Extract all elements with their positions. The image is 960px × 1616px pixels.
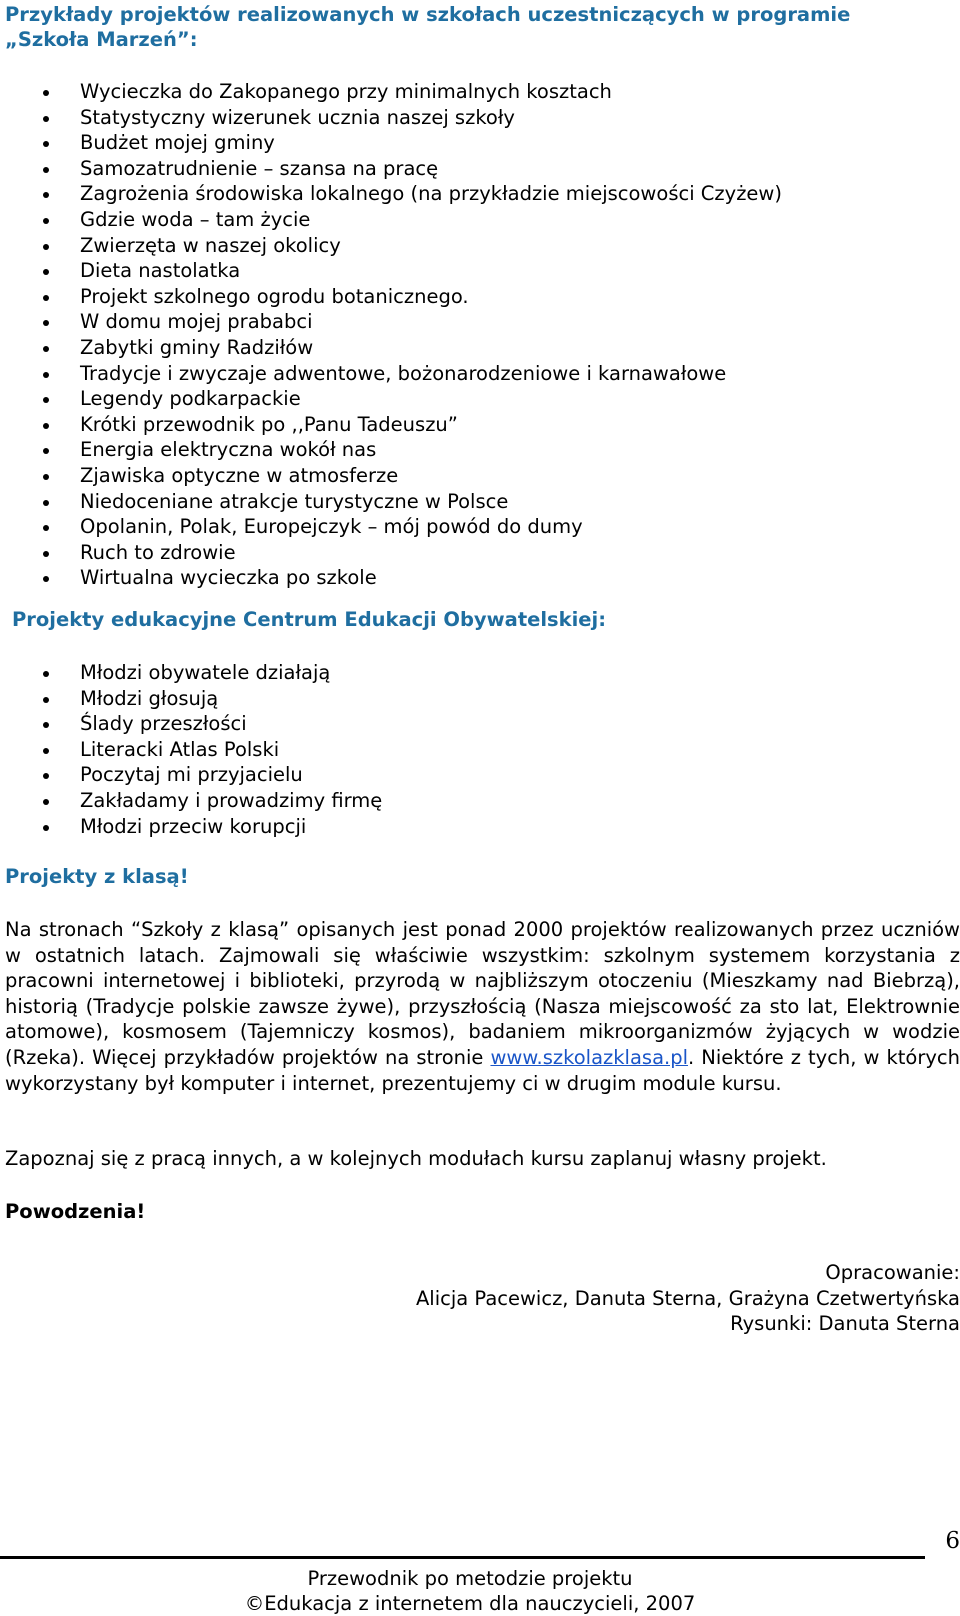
list-item: Zabytki gminy Radziłów <box>0 335 782 361</box>
paragraph-text-before-link: Na stronach “Szkoły z klasą” opisanych jest ponad 2000 projektów realizowanych przez uczniów w ostatnich latach. Zajmowali się właściwie wszystkim: szkolnym systemem korzystania z pracowni internetowej i biblioteki, przyrodą w najbliższym otoczeniu (Mieszkamy nad Biebrzą), historią (Tradycje polskie zawsze żywe), przyszłością (Nasza miejscowość za sto lat, Elektrownie atomowe), kosmosem (Tajemniczy kosmos), badaniem mikroorganizmów żyjących w wodzie (Rzeka). Więcej przykładów projektów na stronie <box>5 918 960 1069</box>
szkolazklasa-link[interactable]: www.szkolazklasa.pl <box>490 1045 689 1069</box>
szkola-marzen-project-list <box>0 79 782 591</box>
list-item: Zakładamy i prowadzimy firmę <box>0 788 382 814</box>
list-item: Wirtualna wycieczka po szkole <box>0 565 782 591</box>
credits-illustrations: Rysunki: Danuta Sterna <box>730 1312 960 1336</box>
list-item: Krótki przewodnik po ,,Panu Tadeuszu” <box>0 412 782 438</box>
list-item: Młodzi przeciw korupcji <box>0 814 382 840</box>
list-item: Poczytaj mi przyjacielu <box>0 762 382 788</box>
list-item: Zwierzęta w naszej okolicy <box>0 233 782 259</box>
footer-copyright: ©Edukacja z internetem dla nauczycieli, 2007 <box>244 1592 696 1615</box>
list-item: Zagrożenia środowiska lokalnego (na przykładzie miejscowości Czyżew) <box>0 181 782 207</box>
list-item: Dieta nastolatka <box>0 258 782 284</box>
projects-paragraph <box>5 917 960 1096</box>
list-item: Legendy podkarpackie <box>0 386 782 412</box>
list-item: Literacki Atlas Polski <box>0 737 382 763</box>
credits <box>416 1260 960 1337</box>
section-heading-ceo: Projekty edukacyjne Centrum Edukacji Obywatelskiej: <box>12 608 607 631</box>
farewell-text: Powodzenia! <box>5 1200 146 1223</box>
list-item: Młodzi obywatele działają <box>0 660 382 686</box>
list-item: Ruch to zdrowie <box>0 540 782 566</box>
section-heading-projekty-z-klasa: Projekty z klasą! <box>5 865 189 888</box>
ceo-project-list <box>0 660 382 839</box>
footer-divider <box>0 1556 925 1559</box>
footer-title: Przewodnik po metodzie projektu <box>307 1567 633 1590</box>
list-item: Ślady przeszłości <box>0 711 382 737</box>
paragraph-text-after-link: . Niektóre z tych, w których wykorzystany był komputer i internet, prezentujemy ci w drugim module kursu. <box>5 1045 960 1095</box>
closing-sentence: Zapoznaj się z pracą innych, a w kolejnych modułach kursu zaplanuj własny projekt. <box>5 1147 827 1170</box>
list-item: Samozatrudnienie – szansa na pracę <box>0 156 782 182</box>
list-item: Młodzi głosują <box>0 686 382 712</box>
list-item: Wycieczka do Zakopanego przy minimalnych kosztach <box>0 79 782 105</box>
credits-authors: Alicja Pacewicz, Danuta Sterna, Grażyna Czetwertyńska <box>415 1286 960 1310</box>
heading-line-2: „Szkoła Marzeń”: <box>5 28 198 51</box>
list-item: W domu mojej prababci <box>0 309 782 335</box>
list-item: Tradycje i zwyczaje adwentowe, bożonarodzeniowe i karnawałowe <box>0 361 782 387</box>
list-item: Opolanin, Polak, Europejczyk – mój powód do dumy <box>0 514 782 540</box>
list-item: Statystyczny wizerunek ucznia naszej szkoły <box>0 105 782 131</box>
list-item: Budżet mojej gminy <box>0 130 782 156</box>
list-item: Zjawiska optyczne w atmosferze <box>0 463 782 489</box>
list-item: Projekt szkolnego ogrodu botanicznego. <box>0 284 782 310</box>
page-number: 6 <box>945 1528 960 1554</box>
list-item: Energia elektryczna wokół nas <box>0 437 782 463</box>
heading-line-1: Przykłady projektów realizowanych w szkołach uczestniczących w programie <box>5 3 851 26</box>
list-item: Gdzie woda – tam życie <box>0 207 782 233</box>
list-item: Niedoceniane atrakcje turystyczne w Polsce <box>0 489 782 515</box>
section-heading-szkola-marzen <box>5 2 850 52</box>
credits-label: Opracowanie: <box>825 1261 960 1284</box>
